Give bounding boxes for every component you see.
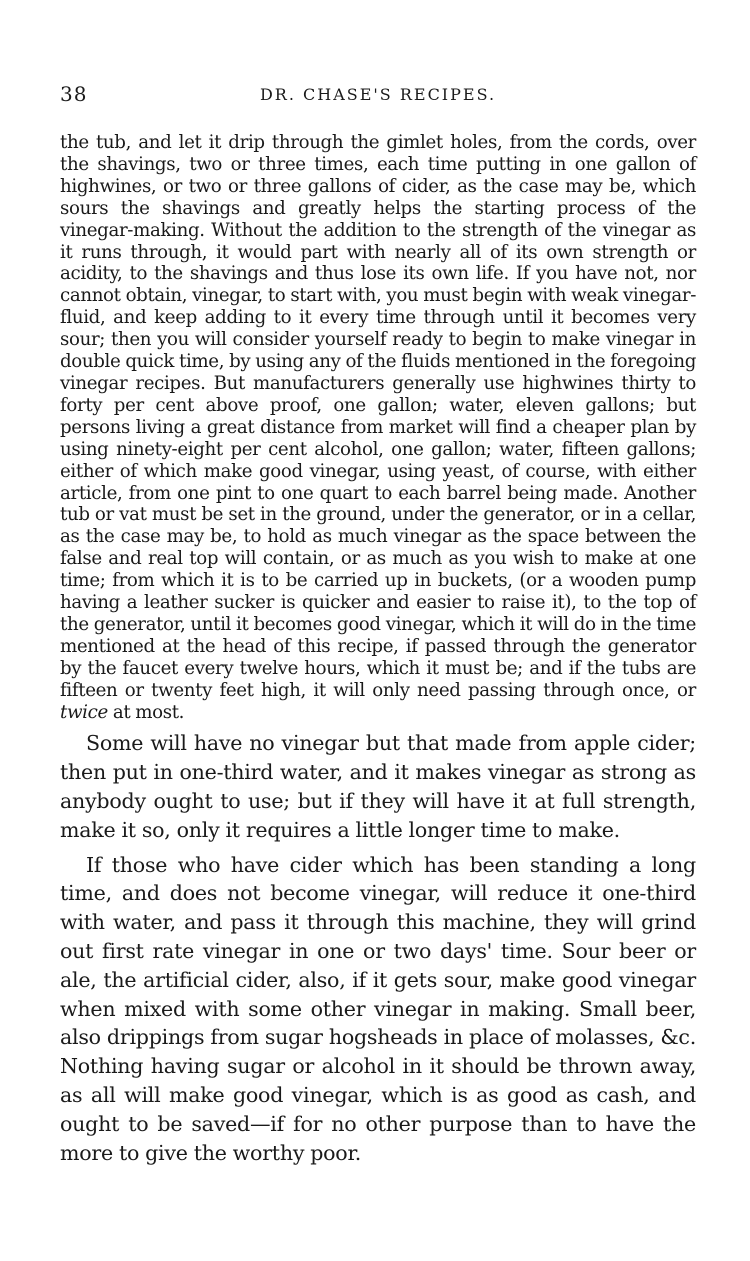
paragraph-vinegar-process <box>60 132 696 723</box>
text-segment: If those who have cider which has been standing a long time, and does not become vinegar, will reduce it one-third with water, and pass it through this machine, they will grind out first rate vinegar in one or two days' time. Sour beer or ale, the artificial cider, also, if it gets sour, make good vinegar when mixed with some other vinegar in making. Small beer, also drippings from sugar hogsheads in place of molasses, &c. Nothing having sugar or alcohol in it should be thrown away, as all will make good vinegar, which is as good as cash, and ought to be saved—if for no other purpose than to have the more to give the worthy poor. <box>60 852 696 1165</box>
text-segment: Some will have no vinegar but that made from apple cider; then put in one-third water, and it makes vinegar as strong as anybody ought to use; but if they will have it at full strength, make it so, only it requires a little longer time to make. <box>60 731 696 842</box>
text-segment: the tub, and let it drip through the gimlet holes, from the cords, over the shavings, two or three times, each time putting in one gallon of highwines, or two or three gallons of cider, as the case may be, which sours the shavings and greatly helps the starting process of the vinegar-making. Without the addition to the strength of the vinegar as it runs through, it would part with nearly all of its own strength or acidity, to the shavings and thus lose its own life. If you have not, nor cannot obtain, vinegar, to start with, you must begin with weak vinegar-fluid, and keep adding to it every time through until it becomes very sour; then you will consider yourself ready to begin to make vinegar in double quick time, by using any of the fluids mentioned in the foregoing vinegar recipes. But manufacturers generally use highwines thirty to forty per cent above proof, one gallon; water, eleven gallons; but persons living a great distance from market will find a cheaper plan by using ninety-eight per cent alcohol, one gallon; water, fifteen gallons; either of which make good vinegar, using yeast, of course, with either article, from one pint to one quart to each barrel being made. Another tub or vat must be set in the ground, under the generator, or in a cellar, as the case may be, to hold as much vinegar as the space between the false and real top will contain, or as much as you wish to make at one time; from which it is to be carried up in buckets, (or a wooden pump having a leather sucker is quicker and easier to raise it), to the top of the generator, until it becomes good vinegar, which it will do in the time mentioned at the head of this recipe, if passed through the generator by the faucet every twelve hours, which it must be; and if the tubs are fifteen or twenty feet high, it will only need passing through once, or <box>60 132 696 701</box>
running-head <box>60 82 696 112</box>
paragraph-reuse-liquids <box>60 851 696 1168</box>
book-page <box>60 82 696 1167</box>
paragraph-apple-cider <box>60 729 696 844</box>
italic-emphasis: twice <box>60 701 108 723</box>
running-title: DR. CHASE'S RECIPES. <box>259 85 497 104</box>
text-segment: at most. <box>107 701 185 723</box>
page-number: 38 <box>60 82 88 106</box>
